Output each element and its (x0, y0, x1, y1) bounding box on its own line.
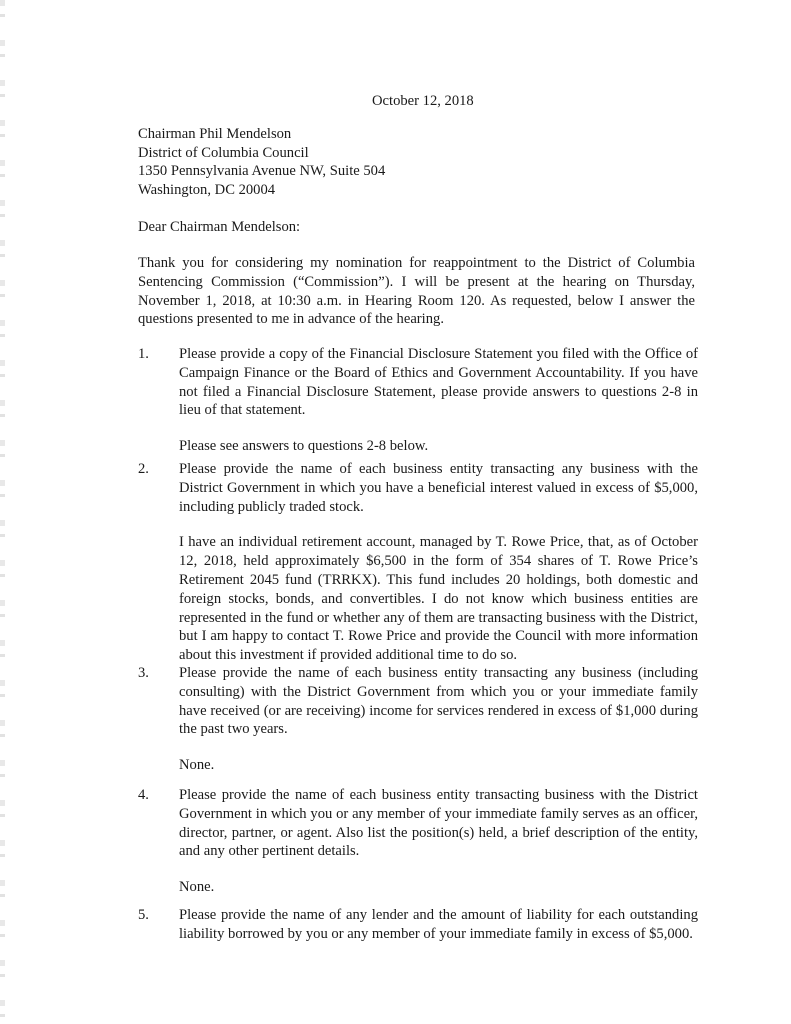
address-line: Washington, DC 20004 (138, 181, 276, 198)
answer-text: None. (179, 879, 215, 896)
salutation: Dear Chairman Mendelson: (138, 219, 301, 235)
question-text: Please provide the name of each business entity transacting any business (including consulting) with the District Government from which you or your immediate family have received (or are receiving) income for services rendered in excess of $1,000 during the past two years. (179, 665, 698, 738)
scan-edge-artifact (0, 0, 5, 1024)
address-line: District of Columbia Council (138, 144, 309, 161)
question-number: 1. (138, 346, 149, 362)
question-text: Please provide a copy of the Financial Disclosure Statement you filed with the Office of Campaign Finance or the Board of Ethics and Government Accountability. If you have not filed a Financial Disclosure Statement, please provide answers to questions 2-8 in lieu of that statement. (179, 346, 698, 419)
address-line: Chairman Phil Mendelson (138, 126, 292, 142)
intro-paragraph: Thank you for considering my nomination for reappointment to the District of Columbia Sentencing Commission (“Commission”). I will be present at the hearing on Thursday, November 1, 2018, at 10:30 a.m. in Hearing Room 120. As requested, below I answer the questions presented to me in advance of the hearing. (138, 255, 695, 328)
question-item (138, 460, 698, 665)
question-number: 3. (138, 665, 149, 681)
question-number: 5. (138, 907, 149, 923)
question-item (138, 345, 698, 456)
recipient-address (138, 125, 385, 199)
answer-text: I have an individual retirement account, managed by T. Rowe Price, that, as of October 12, 2018, held approximately $6,500 in the form of 354 shares of T. Rowe Price’s Retirement 2045 fund (TRRKX). This fund includes 20 holdings, both domestic and foreign stocks, bonds, and convertibles. I do not know which business entities are represented in the fund or whether any of them are transacting business with the District, but I am happy to contact T. Rowe Price and provide the Council with more information about this investment if provided additional time to do so. (179, 534, 698, 664)
letter-date: October 12, 2018 (372, 93, 474, 109)
answer-text: Please see answers to questions 2-8 below. (179, 438, 429, 455)
question-item (138, 906, 698, 944)
question-number: 2. (138, 461, 149, 477)
question-text: Please provide the name of each business entity transacting business with the District Government in which you or any member of your immediate family serves as an officer, director, partner, or agent. Also list the position(s) held, a brief description of the entity, and any other pertinent details. (179, 787, 698, 860)
answer-text: None. (179, 757, 215, 774)
address-line: 1350 Pennsylvania Avenue NW, Suite 504 (138, 163, 386, 180)
question-item (138, 786, 698, 897)
question-text: Please provide the name of any lender and the amount of liability for each outstanding liability borrowed by you or any member of your immediate family in excess of $5,000. (179, 907, 698, 942)
question-number: 4. (138, 787, 149, 803)
question-item (138, 664, 698, 775)
question-text: Please provide the name of each business entity transacting any business with the District Government in which you have a beneficial interest valued in excess of $5,000, including publicly traded stock. (179, 461, 698, 515)
